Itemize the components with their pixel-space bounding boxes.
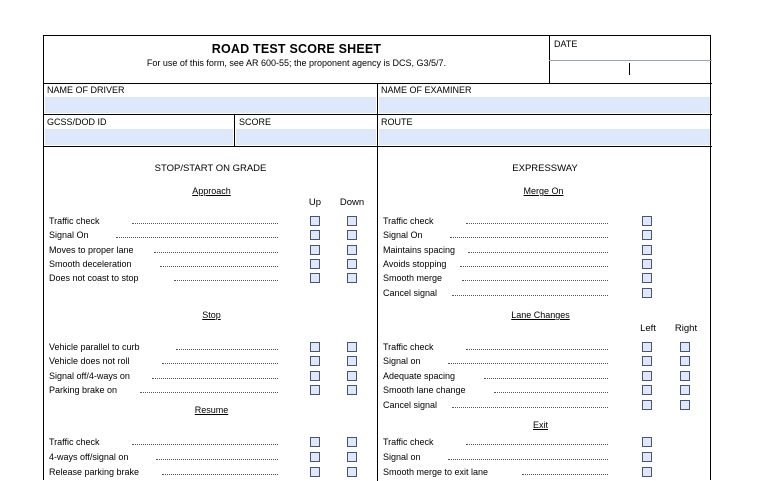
approach-proper-lane-down-checkbox[interactable] (347, 245, 357, 255)
date-field[interactable] (554, 62, 706, 78)
stop-no-roll-down-checkbox[interactable] (347, 356, 357, 366)
merge-spacing-checkbox[interactable] (642, 245, 652, 255)
approach-deceleration-up-checkbox[interactable] (310, 259, 320, 269)
approach-item: Signal On (49, 230, 89, 240)
merge-item: Cancel signal (383, 288, 438, 298)
route-label: ROUTE (381, 117, 413, 127)
approach-subtitle: Approach (192, 186, 231, 196)
lane-signal-on-left-checkbox[interactable] (642, 356, 652, 366)
approach-deceleration-down-checkbox[interactable] (347, 259, 357, 269)
stop-item: Vehicle parallel to curb (49, 342, 140, 352)
date-label: DATE (554, 39, 578, 49)
approach-no-coast-down-checkbox[interactable] (347, 273, 357, 283)
lane-item: Traffic check (383, 342, 434, 352)
stop-signal-off-up-checkbox[interactable] (310, 371, 320, 381)
form-subtitle: For use of this form, see AR 600-55; the proponent agency is DCS, G3/5/7. (146, 58, 447, 68)
road-test-form (43, 35, 711, 480)
examiner-label: NAME OF EXAMINER (381, 85, 472, 95)
lane-traffic-check-right-checkbox[interactable] (680, 342, 690, 352)
approach-traffic-check-up-checkbox[interactable] (310, 216, 320, 226)
resume-signal-on-up-checkbox[interactable] (310, 452, 320, 462)
lane-item: Smooth lane change (383, 385, 466, 395)
stop-no-roll-up-checkbox[interactable] (310, 356, 320, 366)
examiner-name-field[interactable] (379, 97, 710, 113)
approach-proper-lane-up-checkbox[interactable] (310, 245, 320, 255)
lane-smooth-change-left-checkbox[interactable] (642, 385, 652, 395)
resume-subtitle: Resume (194, 405, 229, 415)
lane-signal-on-right-checkbox[interactable] (680, 356, 690, 366)
approach-item: Traffic check (49, 216, 100, 226)
col-down-header: Down (339, 197, 365, 208)
approach-signal-on-down-checkbox[interactable] (347, 230, 357, 240)
lane-spacing-left-checkbox[interactable] (642, 371, 652, 381)
stop-parallel-up-checkbox[interactable] (310, 342, 320, 352)
stop-start-section-title: STOP/START ON GRADE (154, 163, 267, 174)
resume-parking-brake-down-checkbox[interactable] (347, 467, 357, 477)
merge-cancel-signal-checkbox[interactable] (642, 288, 652, 298)
stop-parking-brake-up-checkbox[interactable] (310, 385, 320, 395)
lane-item: Cancel signal (383, 400, 438, 410)
date-field-cursor (629, 63, 630, 75)
exit-traffic-check-checkbox[interactable] (642, 437, 652, 447)
expressway-section-title: EXPRESSWAY (512, 163, 578, 174)
col-left-header: Left (640, 323, 656, 334)
gcss-label: GCSS/DOD ID (47, 117, 107, 127)
approach-item: Smooth deceleration (49, 259, 132, 269)
resume-traffic-check-up-checkbox[interactable] (310, 437, 320, 447)
driver-label: NAME OF DRIVER (47, 85, 125, 95)
merge-item: Smooth merge (383, 273, 443, 283)
stop-signal-off-down-checkbox[interactable] (347, 371, 357, 381)
score-label: SCORE (239, 117, 272, 127)
route-field[interactable] (379, 129, 710, 145)
exit-subtitle: Exit (532, 420, 548, 430)
gcss-id-field[interactable] (45, 129, 233, 145)
merge-traffic-check-checkbox[interactable] (642, 216, 652, 226)
stop-item: Signal off/4-ways on (49, 371, 130, 381)
exit-item: Smooth merge to exit lane (383, 467, 489, 477)
lane-smooth-change-right-checkbox[interactable] (680, 385, 690, 395)
merge-avoids-stopping-checkbox[interactable] (642, 259, 652, 269)
lane-changes-subtitle: Lane Changes (511, 310, 570, 320)
merge-on-subtitle: Merge On (523, 186, 564, 196)
merge-item: Maintains spacing (383, 245, 456, 255)
merge-item: Avoids stopping (383, 259, 447, 269)
lane-item: Signal on (383, 356, 421, 366)
lane-spacing-right-checkbox[interactable] (680, 371, 690, 381)
score-field[interactable] (236, 129, 376, 145)
resume-traffic-check-down-checkbox[interactable] (347, 437, 357, 447)
stop-item: Parking brake on (49, 385, 118, 395)
exit-item: Signal on (383, 452, 421, 462)
merge-smooth-checkbox[interactable] (642, 273, 652, 283)
merge-item: Signal On (383, 230, 423, 240)
approach-traffic-check-down-checkbox[interactable] (347, 216, 357, 226)
driver-name-field[interactable] (45, 97, 376, 113)
approach-signal-on-up-checkbox[interactable] (310, 230, 320, 240)
resume-item: Release parking brake (49, 467, 140, 477)
stop-parallel-down-checkbox[interactable] (347, 342, 357, 352)
approach-item: Moves to proper lane (49, 245, 134, 255)
approach-no-coast-up-checkbox[interactable] (310, 273, 320, 283)
stop-item: Vehicle does not roll (49, 356, 130, 366)
stop-subtitle: Stop (202, 310, 221, 320)
form-title: ROAD TEST SCORE SHEET (211, 42, 382, 56)
lane-traffic-check-left-checkbox[interactable] (642, 342, 652, 352)
resume-item: Traffic check (49, 437, 100, 447)
exit-item: Traffic check (383, 437, 434, 447)
col-up-header: Up (308, 197, 322, 208)
col-right-header: Right (674, 323, 698, 334)
resume-parking-brake-up-checkbox[interactable] (310, 467, 320, 477)
lane-cancel-signal-right-checkbox[interactable] (680, 400, 690, 410)
merge-signal-on-checkbox[interactable] (642, 230, 652, 240)
lane-item: Adequate spacing (383, 371, 456, 381)
stop-parking-brake-down-checkbox[interactable] (347, 385, 357, 395)
merge-item: Traffic check (383, 216, 434, 226)
exit-signal-on-checkbox[interactable] (642, 452, 652, 462)
exit-smooth-merge-checkbox[interactable] (642, 467, 652, 477)
resume-item: 4-ways off/signal on (49, 452, 129, 462)
resume-signal-on-down-checkbox[interactable] (347, 452, 357, 462)
approach-item: Does not coast to stop (49, 273, 139, 283)
lane-cancel-signal-left-checkbox[interactable] (642, 400, 652, 410)
